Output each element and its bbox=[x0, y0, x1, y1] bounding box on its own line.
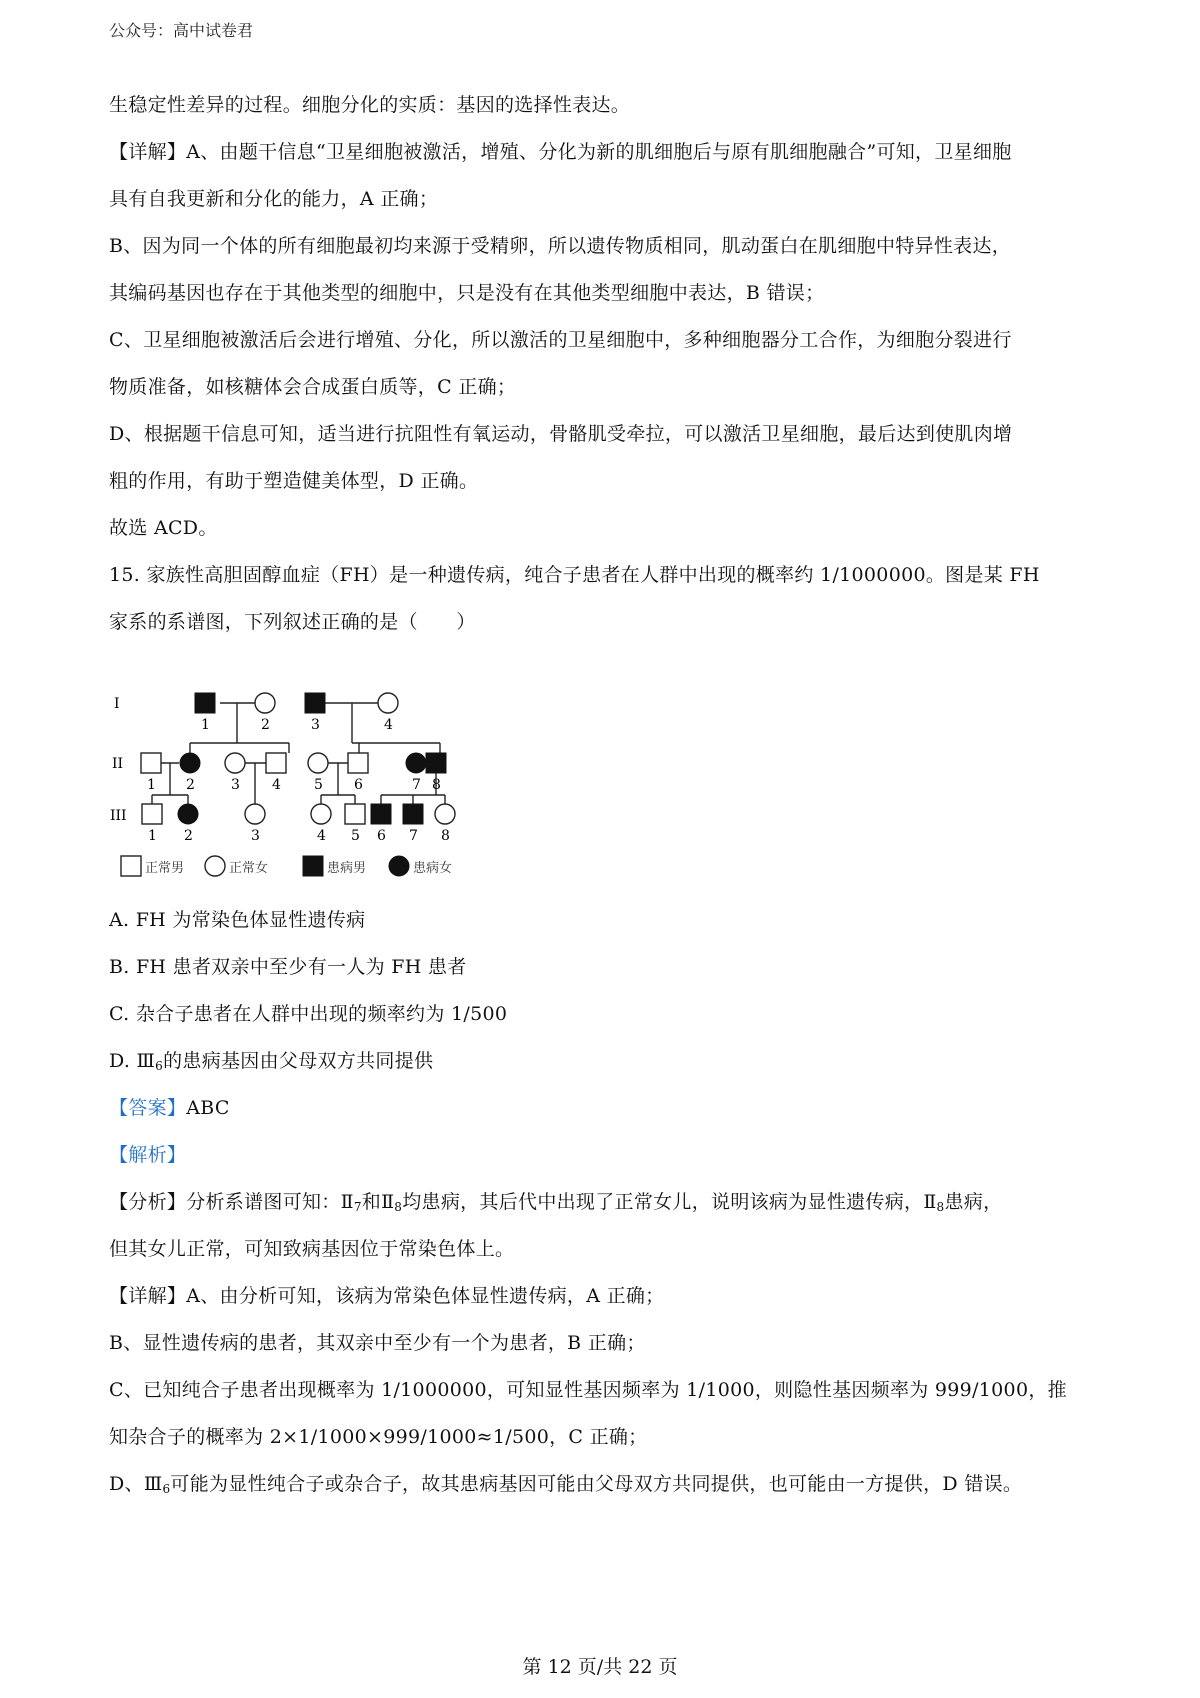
gen-label: II bbox=[112, 756, 124, 772]
answer-tag: 【答案】 bbox=[109, 1097, 187, 1119]
detail-line: 粗的作用，有助于塑造健美体型，D 正确。 bbox=[109, 470, 479, 492]
option-c: C. 杂合子患者在人群中出现的频率约为 1/500 bbox=[109, 1003, 508, 1025]
detail-line: D、$Ⅲ_6$可能为显性纯合子或杂合子，故其患病基因可能由父母双方共同提供，也可能由一方提供，D 错误。 bbox=[109, 1473, 1023, 1496]
individual-number: 3 bbox=[251, 828, 260, 844]
legend-affected-male-symbol bbox=[303, 856, 323, 876]
analysis-line: 【分析】分析系谱图可知：$Ⅱ_7$和$Ⅱ_8$均患病，其后代中出现了正常女儿，说明该病为显性遗传病，$Ⅱ_8$患病， bbox=[109, 1191, 1003, 1214]
detail-tag: 【详解】 bbox=[109, 141, 187, 163]
option-a: A. FH 为常染色体显性遗传病 bbox=[109, 909, 366, 931]
individual-number: 3 bbox=[231, 777, 240, 793]
individual-number: 1 bbox=[201, 717, 210, 733]
question-stem: 15. 家族性高胆固醇血症（FH）是一种遗传病，纯合子患者在人群中出现的概率约 1/1000000。图是某 FH bbox=[109, 564, 1040, 586]
normal-male bbox=[266, 753, 286, 773]
detail-line: 【详解】A、由题干信息“卫星细胞被激活，增殖、分化为新的肌细胞后与原有肌细胞融合”可知，卫星细胞 bbox=[109, 141, 1012, 163]
legend-affected-female-symbol bbox=[389, 856, 409, 876]
individual-number: 3 bbox=[311, 717, 320, 733]
legend-normal-female: 正常女 bbox=[229, 861, 269, 876]
affected-male bbox=[403, 804, 423, 824]
normal-female bbox=[308, 753, 328, 773]
normal-female bbox=[255, 693, 275, 713]
detail-line: 【详解】A、由分析可知，该病为常染色体显性遗传病，A 正确； bbox=[109, 1285, 665, 1307]
detail-conclusion: 故选 ACD。 bbox=[109, 517, 218, 539]
individual-number: 4 bbox=[272, 777, 281, 793]
gen-label: I bbox=[114, 696, 120, 712]
individual-number: 4 bbox=[384, 717, 393, 733]
individual-number: 5 bbox=[314, 777, 323, 793]
option-b: B. FH 患者双亲中至少有一人为 FH 患者 bbox=[109, 956, 467, 978]
individual-number: 6 bbox=[354, 777, 363, 793]
legend-normal-male: 正常男 bbox=[145, 861, 185, 876]
detail-line: 具有自我更新和分化的能力，A 正确； bbox=[109, 188, 439, 210]
option-d: D. $Ⅲ_6$的患病基因由父母双方共同提供 bbox=[109, 1050, 434, 1073]
detail-line: D、根据题干信息可知，适当进行抗阻性有氧运动，骨骼肌受牵拉，可以激活卫星细胞，最后达到使肌肉增 bbox=[109, 423, 1013, 445]
individual-number: 7 bbox=[409, 828, 418, 844]
individual-number: 2 bbox=[261, 717, 270, 733]
detail-line: B、因为同一个体的所有细胞最初均来源于受精卵，所以遗传物质相同，肌动蛋白在肌细胞中特异性表达， bbox=[109, 235, 1012, 257]
analysis-tag: 【解析】 bbox=[109, 1144, 187, 1166]
legend-normal-male-symbol bbox=[121, 856, 141, 876]
normal-male bbox=[142, 804, 162, 824]
individual-number: 7 bbox=[412, 777, 421, 793]
individual-number: 6 bbox=[377, 828, 386, 844]
individual-number: 8 bbox=[432, 777, 441, 793]
affected-male bbox=[195, 693, 215, 713]
detail-line: 其编码基因也存在于其他类型的细胞中，只是没有在其他类型细胞中表达，B 错误； bbox=[109, 282, 825, 304]
affected-female bbox=[180, 753, 200, 773]
page-footer: 第 12 页/共 22 页 bbox=[522, 1656, 678, 1678]
legend-normal-female-symbol bbox=[205, 856, 225, 876]
normal-male bbox=[141, 753, 161, 773]
affected-female bbox=[406, 753, 426, 773]
detail-line: 物质准备，如核糖体会合成蛋白质等，C 正确； bbox=[109, 376, 517, 398]
detail-line: B、显性遗传病的患者，其双亲中至少有一个为患者，B 正确； bbox=[109, 1332, 646, 1354]
individual-number: 1 bbox=[148, 828, 157, 844]
individual-number: 2 bbox=[184, 828, 193, 844]
pedigree-lines bbox=[152, 703, 446, 804]
question-stem: 家系的系谱图，下列叙述正确的是（ ） bbox=[109, 611, 476, 633]
normal-female bbox=[378, 693, 398, 713]
individual-number: 1 bbox=[147, 777, 156, 793]
affected-male bbox=[305, 693, 325, 713]
individual-number: 2 bbox=[186, 777, 195, 793]
page-header: 公众号：高中试卷君 bbox=[109, 21, 254, 40]
normal-male bbox=[345, 804, 365, 824]
affected-male bbox=[426, 753, 446, 773]
normal-female bbox=[311, 804, 331, 824]
paragraph: 生稳定性差异的过程。细胞分化的实质：基因的选择性表达。 bbox=[109, 94, 631, 116]
detail-line: C、已知纯合子患者出现概率为 1/1000000，可知显性基因频率为 1/1000，则隐性基因频率为 999/1000，推 bbox=[109, 1379, 1067, 1401]
detail-line: 知杂合子的概率为 2×1/1000×999/1000≈1/500，C 正确； bbox=[109, 1426, 648, 1448]
answer-value: ABC bbox=[186, 1097, 230, 1119]
individual-number: 4 bbox=[317, 828, 326, 844]
normal-female bbox=[225, 753, 245, 773]
individual-number: 5 bbox=[351, 828, 360, 844]
legend bbox=[121, 856, 452, 876]
detail-line: C、卫星细胞被激活后会进行增殖、分化，所以激活的卫星细胞中，多种细胞器分工合作，为细胞分裂进行 bbox=[109, 329, 1012, 351]
legend-affected-male: 患病男 bbox=[327, 861, 367, 876]
normal-female bbox=[435, 804, 455, 824]
normal-female bbox=[245, 804, 265, 824]
answer-line bbox=[109, 1095, 1099, 1121]
individual-number: 8 bbox=[441, 828, 450, 844]
gen-label: III bbox=[110, 808, 127, 824]
analysis-line: 但其女儿正常，可知致病基因位于常染色体上。 bbox=[109, 1238, 515, 1260]
pedigree-chart bbox=[109, 680, 529, 905]
affected-male bbox=[371, 804, 391, 824]
normal-male bbox=[348, 753, 368, 773]
legend-affected-female: 患病女 bbox=[413, 861, 453, 876]
affected-female bbox=[178, 804, 198, 824]
